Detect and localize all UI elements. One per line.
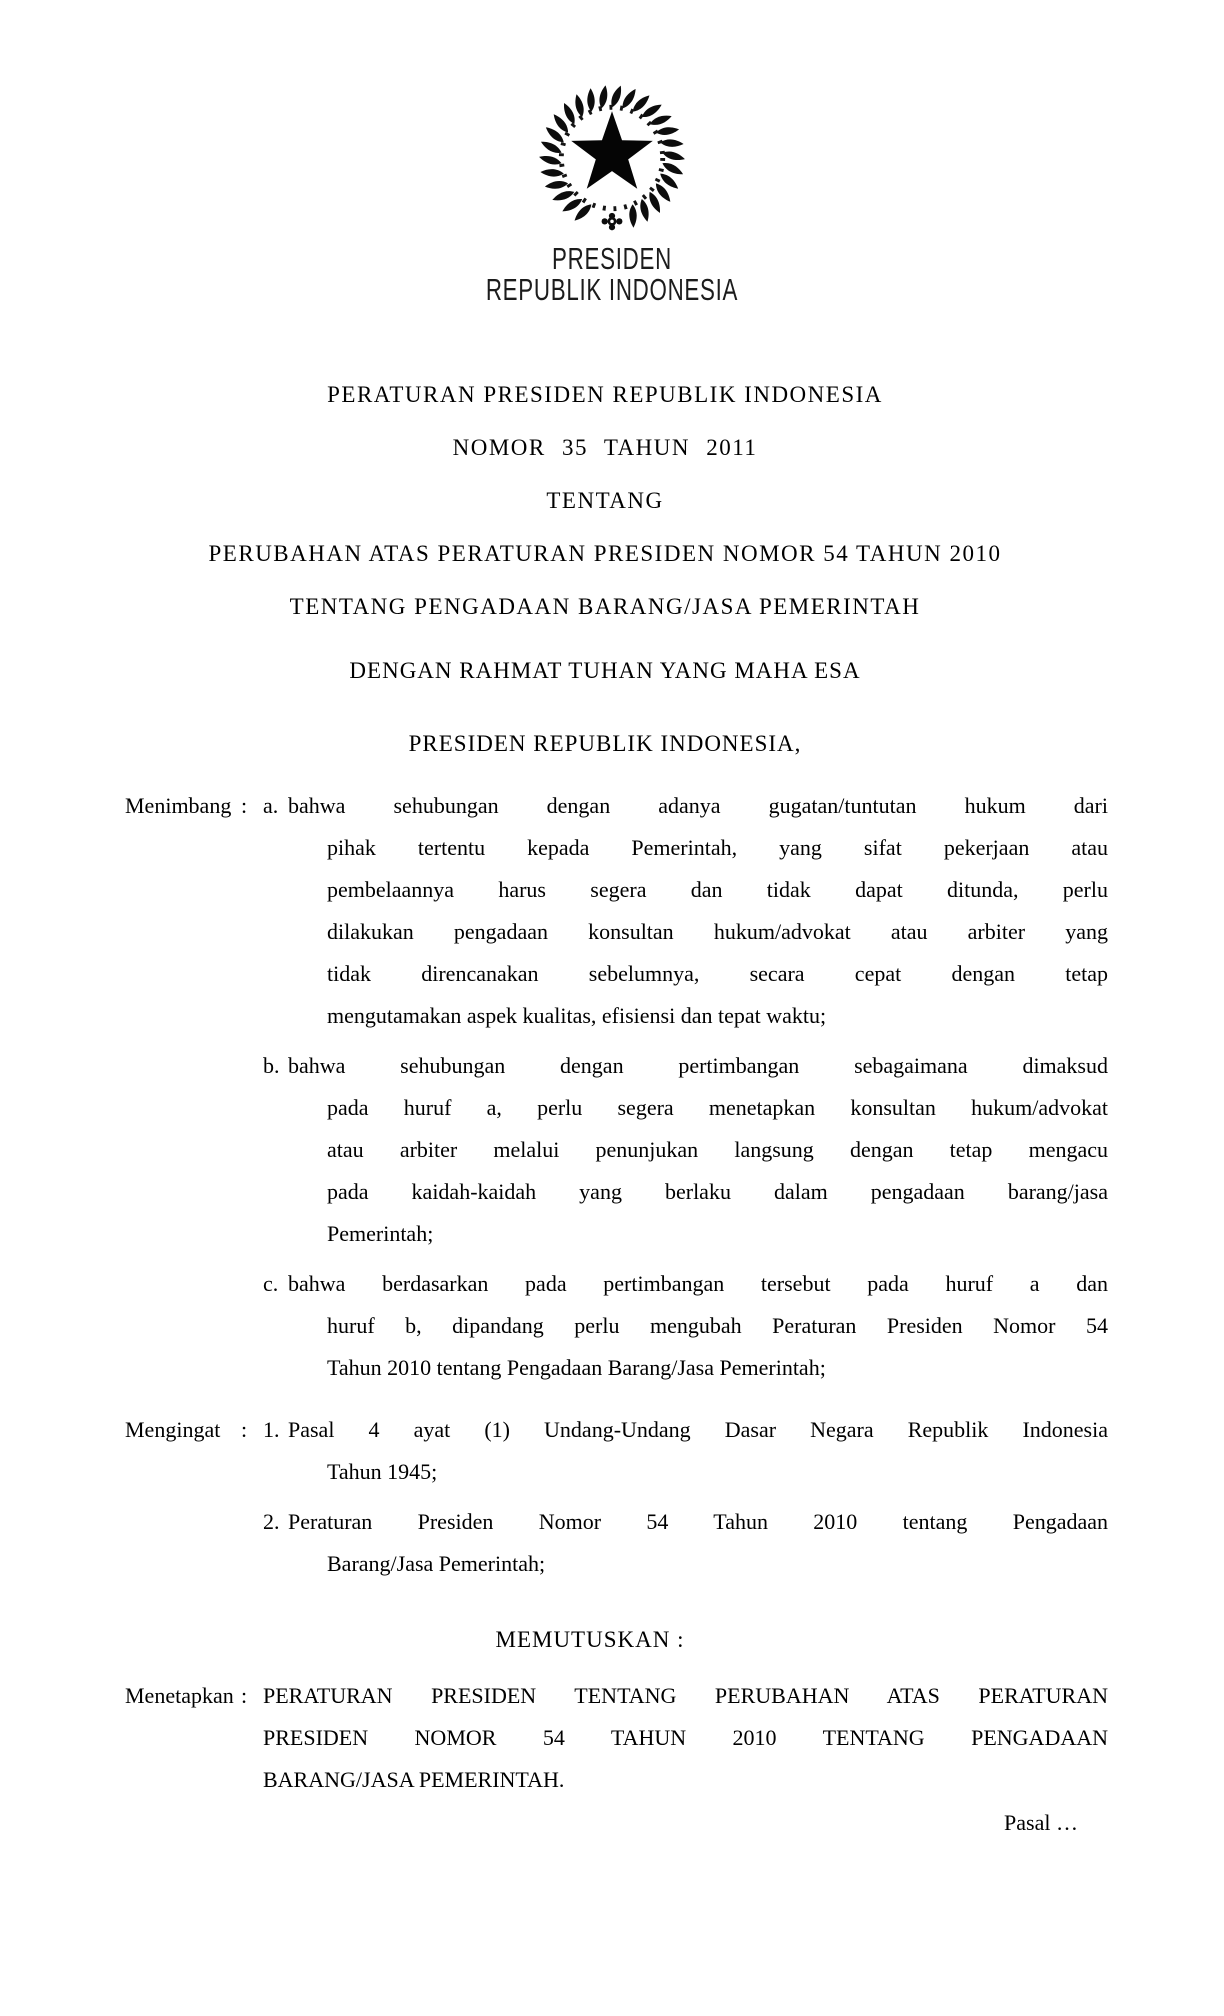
item-text-line: mengutamakan aspek kualitas, efisiensi dan tepat waktu; [327,1003,827,1028]
item-text-line: bahwa sehubungan dengan adanya gugatan/tuntutan hukum dari [288,793,1108,818]
letterhead [0,243,1224,305]
star-wreath-icon [534,80,690,236]
menetapkan-label: Menetapkan [125,1683,234,1708]
org-name-line2: REPUBLIK INDONESIA [485,272,739,307]
section-menimbang [0,785,1224,1397]
legal-basis-item-2 [263,1501,1108,1585]
document-title [0,368,1210,633]
title-line-subject-2: TENTANG PENGADAAN BARANG/JASA PEMERINTAH [289,594,921,619]
star-icon [571,111,653,189]
org-name-line1: PRESIDEN [552,241,672,276]
item-text-line: Tahun 1945; [327,1459,438,1484]
authority-line: PRESIDEN REPUBLIK INDONESIA, [408,731,802,756]
consideration-item-c [263,1263,1108,1389]
item-text-line: bahwa sehubungan dengan pertimbangan sebagaimana dimaksud [288,1053,1108,1078]
title-line-tentang: TENTANG [546,488,664,513]
item-marker: b. [263,1053,280,1078]
rosette-icon [602,213,623,230]
item-text-line: atau arbiter melalui penunjukan langsung dengan tetap mengacu [327,1137,1108,1162]
enactment-text-line: PERATURAN PRESIDEN TENTANG PERUBAHAN ATAS PERATURAN [263,1683,1108,1708]
item-text-line: bahwa berdasarkan pada pertimbangan tersebut pada huruf a dan [288,1271,1108,1296]
item-text-line: tidak direncanakan sebelumnya, secara cepat dengan tetap [327,961,1108,986]
item-text-line: Tahun 2010 tentang Pengadaan Barang/Jasa Pemerintah; [327,1355,826,1380]
item-text-line: Barang/Jasa Pemerintah; [327,1551,546,1576]
item-text-line: dilakukan pengadaan konsultan hukum/advokat atau arbiter yang [327,919,1108,944]
consideration-item-a [263,785,1108,1037]
title-line-number: NOMOR 35 TAHUN 2011 [452,435,758,460]
item-marker: a. [263,793,279,818]
catchword-pasal: Pasal … [1004,1810,1078,1835]
item-text-line: pada huruf a, perlu segera menetapkan konsultan hukum/advokat [327,1095,1108,1120]
item-text-line: Pasal 4 ayat (1) Undang-Undang Dasar Negara Republik Indonesia [288,1417,1108,1442]
presidential-emblem [0,80,1224,241]
section-menetapkan [0,1675,1224,1801]
title-line-subject-1: PERUBAHAN ATAS PERATURAN PRESIDEN NOMOR 54 TAHUN 2010 [208,541,1002,566]
mengingat-colon: : [241,1417,248,1442]
consideration-item-b [263,1045,1108,1255]
item-marker: c. [263,1271,279,1296]
item-text-line: Peraturan Presiden Nomor 54 Tahun 2010 tentang Pengadaan [288,1509,1108,1534]
memutuskan-heading: MEMUTUSKAN : [495,1627,685,1652]
item-text-line: Pemerintah; [327,1221,434,1246]
enactment-text-line: BARANG/JASA PEMERINTAH. [263,1767,565,1792]
section-mengingat [0,1409,1224,1593]
item-text-line: huruf b, dipandang perlu mengubah Peraturan Presiden Nomor 54 [327,1313,1108,1338]
legal-basis-item-1 [263,1409,1108,1493]
item-marker: 2. [263,1509,280,1534]
invocation-line: DENGAN RAHMAT TUHAN YANG MAHA ESA [349,658,861,683]
item-marker: 1. [263,1417,280,1442]
item-text-line: pihak tertentu kepada Pemerintah, yang sifat pekerjaan atau [327,835,1108,860]
menimbang-label: Menimbang [125,793,232,818]
menetapkan-colon: : [241,1683,248,1708]
menimbang-colon: : [241,793,248,818]
enactment-text-line: PRESIDEN NOMOR 54 TAHUN 2010 TENTANG PENGADAAN [263,1725,1108,1750]
title-line-1: PERATURAN PRESIDEN REPUBLIK INDONESIA [327,382,883,407]
mengingat-label: Mengingat [125,1417,221,1442]
item-text-line: pembelaannya harus segera dan tidak dapat ditunda, perlu [327,877,1108,902]
item-text-line: pada kaidah-kaidah yang berlaku dalam pengadaan barang/jasa [327,1179,1108,1204]
